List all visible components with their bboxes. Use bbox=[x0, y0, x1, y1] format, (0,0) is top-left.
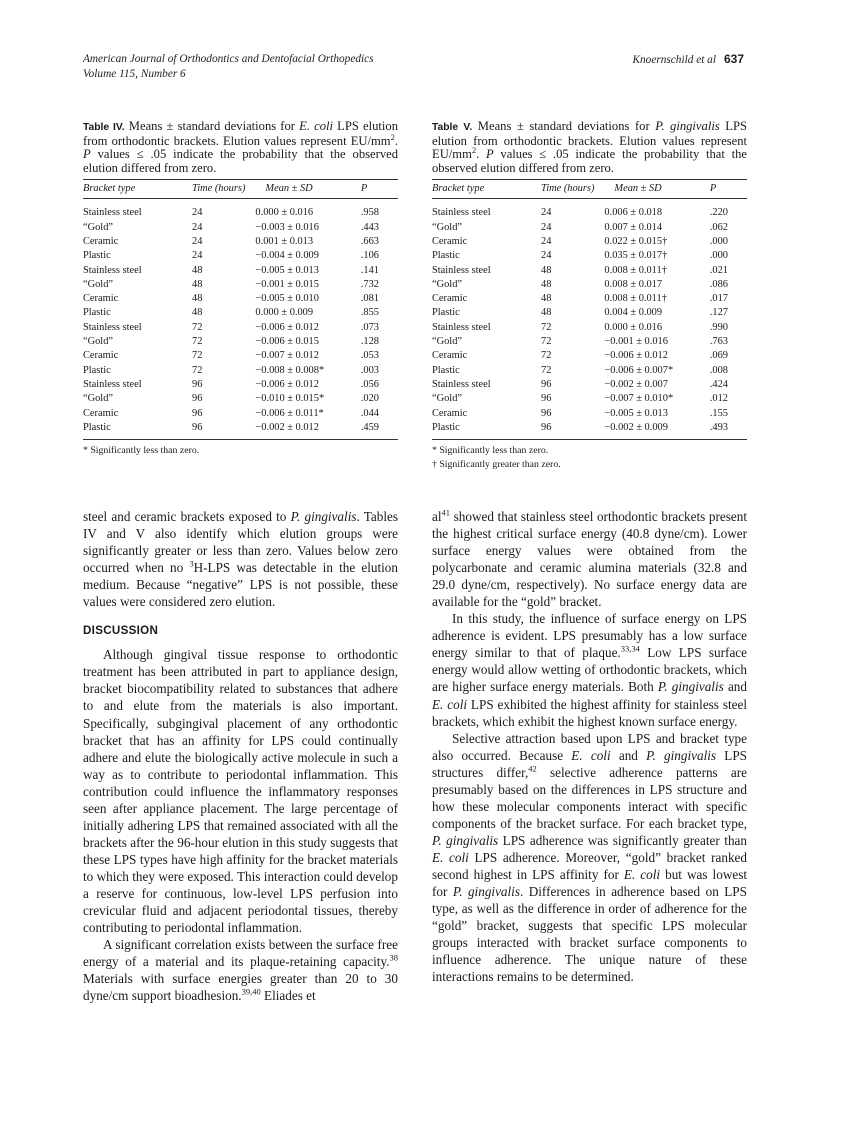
text-run: selective adherence patterns are presumably based on the differences in LPS structure and how these molecular components interact with specific components of the bracket surface. For each bracket type, bbox=[432, 764, 747, 831]
cell-time: 48 bbox=[192, 307, 203, 319]
cell-time: 72 bbox=[192, 321, 203, 333]
journal-volume: Volume 115, Number 6 bbox=[83, 67, 186, 80]
caption-p: P bbox=[486, 147, 494, 162]
caption-text: Means ± standard deviations for bbox=[472, 119, 656, 133]
table-row bbox=[432, 421, 747, 440]
cell-time: 48 bbox=[192, 293, 203, 305]
table-row bbox=[83, 335, 398, 349]
cell-time: 24 bbox=[541, 221, 552, 233]
cell-time: 24 bbox=[192, 235, 203, 247]
col-header-mean: Mean ± SD bbox=[594, 180, 709, 199]
cell-mean-sd: 0.001 ± 0.013 bbox=[255, 235, 314, 247]
caption-text: Means ± standard deviations for bbox=[124, 119, 300, 133]
cell-p-value: .073 bbox=[360, 321, 379, 333]
table-v-body bbox=[432, 199, 747, 440]
cell-bracket-type: Plastic bbox=[83, 250, 111, 262]
authors: Knoernschild et al bbox=[632, 54, 716, 66]
cell-mean-sd: −0.003 ± 0.016 bbox=[255, 221, 319, 233]
cell-mean-sd: −0.002 ± 0.007 bbox=[604, 378, 668, 390]
caption-text: LPS elution from orthodontic brackets. Elution values represent EU/mm bbox=[432, 119, 747, 162]
caption-organism: P. gingivalis bbox=[655, 119, 720, 133]
text-italic: P. gingivalis bbox=[432, 832, 499, 848]
cell-mean-sd: 0.007 ± 0.014 bbox=[604, 221, 663, 233]
cell-time: 48 bbox=[192, 278, 203, 290]
cell-p-value: .044 bbox=[360, 407, 379, 419]
cell-mean-sd: 0.008 ± 0.011† bbox=[604, 264, 667, 276]
cell-time: 48 bbox=[541, 264, 552, 276]
table-v-caption bbox=[432, 120, 747, 175]
cell-p-value: .062 bbox=[709, 221, 728, 233]
col-header-time: Time (hours) bbox=[513, 180, 594, 199]
cell-time: 96 bbox=[541, 378, 552, 390]
cell-mean-sd: −0.007 ± 0.012 bbox=[255, 350, 319, 362]
citation-superscript: 41 bbox=[441, 507, 451, 518]
cell-time: 48 bbox=[541, 307, 552, 319]
cell-mean-sd: 0.000 ± 0.016 bbox=[604, 321, 663, 333]
cell-p-value: .141 bbox=[360, 264, 379, 276]
col-header-time: Time (hours) bbox=[164, 180, 245, 199]
cell-mean-sd: −0.010 ± 0.015* bbox=[255, 393, 325, 405]
caption-text: values ≤ .05 indicate the probability that the observed elution differed from zero. bbox=[432, 147, 747, 175]
table-header-row bbox=[432, 180, 747, 199]
table-row bbox=[432, 321, 747, 335]
table-v-grid bbox=[432, 179, 747, 440]
paragraph bbox=[432, 508, 747, 610]
text-run: LPS exhibited the highest affinity for stainless steel brackets, which exhibit the highest known surface energy. bbox=[432, 696, 747, 729]
cell-time: 96 bbox=[541, 393, 552, 405]
footnote: * Significantly less than zero. bbox=[83, 445, 200, 457]
table-row bbox=[83, 421, 398, 440]
table-row bbox=[432, 349, 747, 363]
caption-organism: E. coli bbox=[299, 119, 334, 133]
caption-text: . bbox=[394, 133, 398, 148]
table-v-label: Table V. bbox=[432, 122, 473, 133]
body-column-right bbox=[432, 508, 747, 985]
col-header-mean: Mean ± SD bbox=[245, 180, 360, 199]
text-run: . Differences in adherence based on LPS type, as well as the difference in order of adherence for the “gold” bracket, suggests that specific LPS molecular groups interacted with bracket surface components to influence adherence. The unique nature of these interactions remains to be determined. bbox=[432, 884, 747, 985]
cell-p-value: .855 bbox=[360, 307, 379, 319]
cell-p-value: .017 bbox=[709, 293, 728, 305]
table-row bbox=[432, 292, 747, 306]
cell-p-value: .000 bbox=[709, 250, 728, 262]
cell-time: 24 bbox=[192, 221, 203, 233]
table-row bbox=[83, 199, 398, 221]
cell-p-value: .106 bbox=[360, 250, 379, 262]
col-header-p: P bbox=[710, 180, 747, 199]
cell-bracket-type: Stainless steel bbox=[432, 378, 491, 390]
cell-mean-sd: 0.008 ± 0.011† bbox=[604, 293, 667, 305]
cell-time: 48 bbox=[192, 264, 203, 276]
table-row bbox=[432, 249, 747, 263]
cell-bracket-type: Ceramic bbox=[432, 407, 468, 419]
page-number: 637 bbox=[723, 52, 744, 66]
table-row bbox=[83, 249, 398, 263]
text-run: Low LPS surface energy would allow wetting of orthodontic brackets, which are higher surface energy materials. Both bbox=[432, 645, 747, 695]
cell-mean-sd: 0.022 ± 0.015† bbox=[604, 235, 668, 247]
cell-p-value: .086 bbox=[709, 278, 728, 290]
cell-bracket-type: Stainless steel bbox=[83, 264, 142, 276]
table-v-footnotes bbox=[432, 444, 747, 472]
cell-time: 72 bbox=[192, 336, 203, 348]
cell-p-value: .021 bbox=[709, 264, 728, 276]
cell-p-value: .056 bbox=[360, 378, 379, 390]
cell-p-value: .053 bbox=[360, 350, 379, 362]
cell-mean-sd: 0.000 ± 0.016 bbox=[255, 207, 314, 219]
cell-bracket-type: “Gold” bbox=[83, 278, 114, 290]
citation-superscript: 39,40 bbox=[241, 986, 261, 997]
paragraph: Although gingival tissue response to orthodontic treatment has been attributed in part to appliance design, bracket biocompatibility related to substances that adhere to and elute from the materials is also important. Specifically, subgingival placement of any orthodontic bracket that has an affinity for LPS could continually adhere and elute the biologically active molecule in such a way as to contribute to periodontal inflammation. This contribution could influence the inflammatory responses seen after appliance placement. The large percentage of initially adhering LPS that remained associated with all the brackets after the 96-hour elution in this study suggests that these LPS types have high affinity for the bracket materials to which they were exposed. This interaction could develop a reserve for continuous, low-level LPS perfusion into crevicular fluid and adjacent periodontal tissues, thereby contributing to periodontal inflammation. bbox=[83, 647, 398, 936]
text-italic: P. gingivalis bbox=[646, 747, 717, 763]
cell-mean-sd: −0.005 ± 0.013 bbox=[255, 264, 319, 276]
cell-time: 96 bbox=[541, 407, 552, 419]
table-row bbox=[432, 335, 747, 349]
table-row bbox=[83, 278, 398, 292]
superscript: 3 bbox=[189, 558, 194, 569]
cell-mean-sd: 0.006 ± 0.018 bbox=[604, 207, 663, 219]
table-row bbox=[432, 364, 747, 378]
cell-bracket-type: Plastic bbox=[432, 307, 460, 319]
cell-time: 72 bbox=[192, 364, 203, 376]
cell-bracket-type: Plastic bbox=[432, 250, 460, 262]
text-run: LPS structures differ, bbox=[432, 747, 747, 780]
cell-mean-sd: 0.004 ± 0.009 bbox=[604, 307, 663, 319]
cell-p-value: .081 bbox=[360, 293, 379, 305]
cell-bracket-type: Plastic bbox=[83, 421, 164, 440]
running-header-right bbox=[633, 52, 745, 68]
table-header-row bbox=[83, 180, 398, 199]
text-run: but was lowest for bbox=[432, 866, 747, 900]
table-row bbox=[83, 349, 398, 363]
cell-p-value: .990 bbox=[709, 321, 728, 333]
table-row bbox=[432, 306, 747, 320]
cell-mean-sd: −0.006 ± 0.012 bbox=[604, 350, 668, 362]
cell-p-value: .069 bbox=[709, 350, 728, 362]
cell-time: 72 bbox=[541, 336, 552, 348]
cell-p-value: .000 bbox=[709, 235, 728, 247]
cell-mean-sd: −0.006 ± 0.007* bbox=[604, 364, 674, 376]
table-iv-label: Table IV. bbox=[83, 122, 125, 133]
text-italic: P. gingivalis bbox=[290, 509, 357, 524]
cell-p-value: .127 bbox=[709, 307, 728, 319]
running-header-left bbox=[83, 52, 374, 81]
cell-mean-sd: −0.002 ± 0.012 bbox=[245, 421, 360, 440]
cell-p-value: .220 bbox=[709, 207, 728, 219]
cell-mean-sd: −0.007 ± 0.010* bbox=[604, 393, 674, 405]
text-run: showed that stainless steel orthodontic brackets present the highest critical surface energy (40.8 dyne/cm). Lower surface energy values were obtained from the polycarbonate and ceramic alumina materials (32.8 and 29.0 dyne/cm, respectively). No surface energy data are available for the “gold” bracket. bbox=[432, 509, 747, 610]
cell-time: 48 bbox=[541, 293, 552, 305]
cell-bracket-type: Plastic bbox=[83, 364, 111, 376]
cell-bracket-type: Ceramic bbox=[432, 350, 468, 362]
text-run: Eliades et bbox=[260, 988, 316, 1004]
cell-p-value: .012 bbox=[709, 393, 728, 405]
cell-p-value: .459 bbox=[361, 421, 398, 440]
text-run: and bbox=[723, 679, 747, 695]
col-header-bracket-type: Bracket type bbox=[83, 180, 164, 199]
footnote: † Significantly greater than zero. bbox=[432, 459, 561, 471]
table-row bbox=[432, 235, 747, 249]
table-iv-caption bbox=[83, 120, 398, 175]
cell-bracket-type: Ceramic bbox=[83, 407, 119, 419]
cell-bracket-type: Plastic bbox=[432, 364, 460, 376]
cell-bracket-type: Stainless steel bbox=[83, 378, 142, 390]
text-italic: E. coli bbox=[623, 866, 661, 882]
cell-mean-sd: −0.004 ± 0.009 bbox=[255, 250, 319, 262]
table-v bbox=[432, 120, 747, 472]
section-heading-discussion: DISCUSSION bbox=[83, 624, 159, 638]
cell-bracket-type: Stainless steel bbox=[83, 321, 142, 333]
cell-bracket-type: Stainless steel bbox=[83, 207, 142, 219]
cell-p-value: .155 bbox=[709, 407, 728, 419]
cell-p-value: .493 bbox=[710, 421, 747, 440]
citation-superscript: 42 bbox=[528, 763, 537, 774]
cell-mean-sd: −0.008 ± 0.008* bbox=[255, 364, 325, 376]
table-row bbox=[432, 221, 747, 235]
table-row bbox=[83, 306, 398, 320]
cell-bracket-type: “Gold” bbox=[432, 336, 463, 348]
text-italic: P. gingivalis bbox=[657, 679, 724, 695]
cell-bracket-type: Plastic bbox=[432, 421, 513, 440]
cell-time: 72 bbox=[192, 350, 203, 362]
cell-time: 96 bbox=[513, 421, 594, 440]
table-row bbox=[432, 199, 747, 221]
cell-time: 24 bbox=[192, 207, 203, 219]
cell-p-value: .732 bbox=[360, 278, 379, 290]
cell-time: 72 bbox=[541, 321, 552, 333]
text-run: H-LPS was detectable in the elution medium. Because “negative” LPS is not possible, these values were considered zero elution. bbox=[83, 560, 398, 610]
paragraph bbox=[432, 610, 747, 729]
cell-p-value: .663 bbox=[360, 235, 379, 247]
cell-time: 72 bbox=[541, 364, 552, 376]
cell-time: 24 bbox=[541, 235, 552, 247]
cell-bracket-type: Stainless steel bbox=[432, 264, 491, 276]
cell-p-value: .424 bbox=[709, 378, 728, 390]
table-row bbox=[83, 292, 398, 306]
table-row bbox=[83, 407, 398, 421]
table-row bbox=[432, 407, 747, 421]
text-italic: E. coli bbox=[432, 849, 469, 865]
table-row bbox=[83, 264, 398, 278]
citation-superscript: 33,34 bbox=[620, 643, 640, 654]
cell-bracket-type: Plastic bbox=[83, 307, 111, 319]
citation-superscript: 38 bbox=[389, 952, 398, 963]
cell-p-value: .008 bbox=[709, 364, 728, 376]
cell-bracket-type: Ceramic bbox=[432, 293, 468, 305]
cell-mean-sd: 0.000 ± 0.009 bbox=[255, 307, 314, 319]
cell-bracket-type: “Gold” bbox=[83, 393, 114, 405]
cell-mean-sd: 0.035 ± 0.017† bbox=[604, 250, 668, 262]
table-iv-body bbox=[83, 199, 398, 440]
paragraph bbox=[83, 936, 398, 1004]
caption-p: P bbox=[83, 147, 91, 162]
cell-mean-sd: −0.005 ± 0.010 bbox=[255, 293, 319, 305]
cell-time: 96 bbox=[192, 407, 203, 419]
text-italic: E. coli bbox=[571, 747, 611, 763]
cell-mean-sd: −0.005 ± 0.013 bbox=[604, 407, 668, 419]
text-run: Materials with surface energies greater than 20 to 30 dyne/cm support bioadhesion. bbox=[83, 971, 398, 1004]
cell-bracket-type: Ceramic bbox=[432, 235, 468, 247]
table-row bbox=[432, 378, 747, 392]
caption-text: LPS elution from orthodontic brackets. Elution values represent EU/mm bbox=[83, 119, 398, 148]
cell-time: 48 bbox=[541, 278, 552, 290]
cell-time: 24 bbox=[541, 207, 552, 219]
cell-mean-sd: 0.008 ± 0.017 bbox=[604, 278, 663, 290]
caption-superscript: 2 bbox=[471, 145, 477, 155]
text-run: LPS adherence was significantly greater than bbox=[498, 832, 747, 848]
cell-time: 24 bbox=[192, 250, 203, 262]
text-run: and bbox=[610, 747, 647, 763]
col-header-p: P bbox=[361, 180, 398, 199]
cell-time: 96 bbox=[192, 393, 203, 405]
table-row bbox=[432, 264, 747, 278]
cell-time: 96 bbox=[164, 421, 245, 440]
table-row bbox=[83, 364, 398, 378]
text-run: . Tables IV and V also identify which elution groups were significantly greater or less than zero. Values below zero occurred when no bbox=[83, 509, 398, 576]
table-row bbox=[83, 235, 398, 249]
text-italic: E. coli bbox=[432, 696, 468, 712]
text-run: al bbox=[432, 509, 442, 524]
paragraph bbox=[83, 508, 398, 610]
cell-mean-sd: −0.006 ± 0.012 bbox=[255, 378, 319, 390]
cell-time: 72 bbox=[541, 350, 552, 362]
col-header-bracket-type: Bracket type bbox=[432, 180, 513, 199]
cell-p-value: .003 bbox=[360, 364, 379, 376]
cell-mean-sd: −0.001 ± 0.016 bbox=[604, 336, 668, 348]
table-iv bbox=[83, 120, 398, 458]
table-row bbox=[83, 392, 398, 406]
cell-bracket-type: “Gold” bbox=[432, 278, 463, 290]
footnote: * Significantly less than zero. bbox=[432, 445, 549, 457]
table-row bbox=[83, 378, 398, 392]
cell-p-value: .020 bbox=[360, 393, 379, 405]
journal-title: American Journal of Orthodontics and Dentofacial Orthopedics bbox=[83, 53, 374, 65]
caption-text: . bbox=[476, 147, 486, 162]
cell-mean-sd: −0.006 ± 0.011* bbox=[255, 407, 324, 419]
cell-p-value: .443 bbox=[360, 221, 379, 233]
cell-mean-sd: −0.006 ± 0.012 bbox=[255, 321, 319, 333]
text-run: steel and ceramic brackets exposed to bbox=[83, 509, 291, 524]
text-italic: P. gingivalis bbox=[452, 884, 520, 900]
text-run: LPS adherence. Moreover, “gold” bracket ranked second highest in LPS affinity for bbox=[432, 849, 747, 882]
caption-superscript: 2 bbox=[390, 131, 395, 142]
table-row bbox=[83, 321, 398, 335]
cell-bracket-type: Ceramic bbox=[83, 350, 119, 362]
text-run: In this study, the influence of surface energy on LPS adherence is evident. LPS presumably has a low surface energy similar to that of plaque. bbox=[432, 611, 747, 661]
table-iv-footnotes bbox=[83, 444, 398, 458]
cell-bracket-type: Ceramic bbox=[83, 293, 119, 305]
cell-bracket-type: “Gold” bbox=[83, 221, 114, 233]
cell-mean-sd: −0.002 ± 0.009 bbox=[594, 421, 709, 440]
cell-bracket-type: “Gold” bbox=[83, 336, 114, 348]
cell-time: 96 bbox=[192, 378, 203, 390]
text-run: Selective attraction based upon LPS and bracket type also occurred. Because bbox=[432, 730, 747, 763]
table-row bbox=[432, 392, 747, 406]
cell-mean-sd: −0.001 ± 0.015 bbox=[255, 278, 319, 290]
table-iv-grid bbox=[83, 179, 398, 440]
cell-p-value: .763 bbox=[709, 336, 728, 348]
cell-p-value: .128 bbox=[360, 336, 379, 348]
body-column-left bbox=[83, 508, 398, 1004]
cell-time: 24 bbox=[541, 250, 552, 262]
cell-mean-sd: −0.006 ± 0.015 bbox=[255, 336, 319, 348]
cell-bracket-type: Stainless steel bbox=[432, 207, 491, 219]
text-run: A significant correlation exists between the surface free energy of a material and its plaque-retaining capacity. bbox=[83, 937, 398, 970]
cell-bracket-type: “Gold” bbox=[432, 393, 463, 405]
table-row bbox=[83, 221, 398, 235]
cell-bracket-type: Ceramic bbox=[83, 235, 119, 247]
paragraph bbox=[432, 730, 747, 986]
cell-p-value: .958 bbox=[360, 207, 379, 219]
cell-bracket-type: “Gold” bbox=[432, 221, 463, 233]
table-row bbox=[432, 278, 747, 292]
cell-bracket-type: Stainless steel bbox=[432, 321, 491, 333]
caption-text: values ≤ .05 indicate the probability that the observed elution differed from zero. bbox=[83, 147, 398, 175]
